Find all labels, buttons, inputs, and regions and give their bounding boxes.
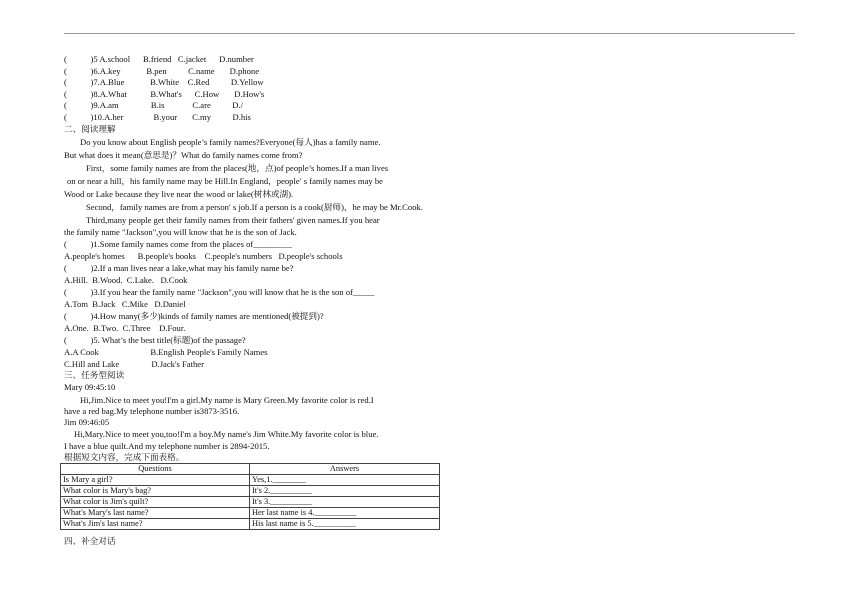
text-line: ( )10.A.her B.your C.my D.his (64, 112, 251, 122)
text-line: Second，family names are from a person′ s job.If a person is a cook(厨师)，he may be Mr.Cook. (86, 202, 423, 212)
text-line: ( )7.A.Blue B.White C.Red D.Yellow (64, 77, 264, 87)
text-line: A.Hill. B.Wood. C.Lake. D.Cook (64, 275, 188, 285)
text-line: Do you know about English people’s family names?Everyone(每人)has a family name. (80, 137, 381, 147)
table-row (61, 519, 440, 530)
table-header-row (61, 464, 440, 475)
text-line: A.A Cook B.English People's Family Names (64, 347, 268, 357)
table-row (61, 497, 440, 508)
question-cell: What color is Jim's quilt? (61, 497, 250, 508)
text-line: ( )4.How many(多少)kinds of family names are mentioned(被提到)? (64, 311, 324, 321)
text-line: ( )9.A.am B.is C.are D./ (64, 100, 244, 110)
text-line: A.people's homes B.people's books C.people's numbers D.people's schools (64, 251, 343, 261)
text-line: the family name "Jackson",you will know that he is the son of Jack. (64, 227, 297, 237)
answer-cell: His last name is 5.__________ (250, 519, 440, 530)
text-line: ( )5. What’s the best title(标题)of the passage? (64, 335, 246, 345)
text-line: First，some family names are from the places(地，点)of people’s homes.If a man lives (86, 163, 389, 173)
text-line: ( )2.If a man lives near a lake,what may his family name be? (64, 263, 294, 273)
text-line: Mary 09:45:10 (64, 382, 116, 392)
text-line: ( )1.Some family names come from the places of_________ (64, 239, 292, 249)
text-line: ( )8.A.What B.What's C.How D.How's (64, 89, 265, 99)
header-rule (64, 33, 795, 34)
text-line: Third,many people get their family names from their fathers' given names.If you hear (86, 215, 380, 225)
text-line: ( )5 A.school B.friend C.jacket D.number (64, 54, 254, 64)
text-line: Wood or Lake because they live near the wood or lake(树林或湖). (64, 189, 294, 199)
column-header-answers: Answers (250, 464, 440, 475)
text-line: I have a blue quilt.And my telephone number is 2894-2015. (64, 441, 270, 451)
table-row (61, 486, 440, 497)
answer-cell: Yes,1.________ (250, 475, 440, 486)
text-line: 四、补全对话 (64, 536, 116, 546)
answer-table (60, 463, 440, 530)
question-cell: What's Jim's last name? (61, 519, 250, 530)
question-cell: Is Mary a girl? (61, 475, 250, 486)
text-line: 根据短文内容，完成下面表格。 (64, 452, 185, 462)
text-line: on or near a hill，his family name may be Hill.In England，people′ s family names may be (67, 176, 383, 186)
question-cell: What color is Mary's bag? (61, 486, 250, 497)
answer-cell: It's 2.__________ (250, 486, 440, 497)
text-line: A.One. B.Two. C.Three D.Four. (64, 323, 186, 333)
text-line: ( )3.If you hear the family name "Jackson",you will know that he is the son of_____ (64, 287, 375, 297)
text-line: 二、阅读理解 (64, 124, 116, 134)
text-line: A.Tom B.Jack C.Mike D.Daniel (64, 299, 186, 309)
answer-cell: It's 3.__________ (250, 497, 440, 508)
text-line: Hi,Jim.Nice to meet you!I'm a girl.My name is Mary Green.My favorite color is red.I (80, 395, 374, 405)
table-row (61, 508, 440, 519)
text-line: C.Hill and Lake D.Jack's Father (64, 359, 204, 369)
answer-cell: Her last name is 4.__________ (250, 508, 440, 519)
question-cell: What's Mary's last name? (61, 508, 250, 519)
table-row (61, 475, 440, 486)
text-line: have a red bag.My telephone number is3873-3516. (64, 406, 240, 416)
text-line: Hi,Mary.Nice to meet you,too!I'm a boy.My name's Jim White.My favorite color is blue. (74, 429, 379, 439)
text-line: Jim 09:46:05 (64, 417, 110, 427)
text-line: ( )6.A.key B.pen C.name D.phone (64, 66, 260, 76)
text-line: 三、任务型阅读 (64, 370, 125, 380)
column-header-questions: Questions (61, 464, 250, 475)
text-line: But what does it mean(意思是)？What do family names come from? (64, 150, 303, 160)
